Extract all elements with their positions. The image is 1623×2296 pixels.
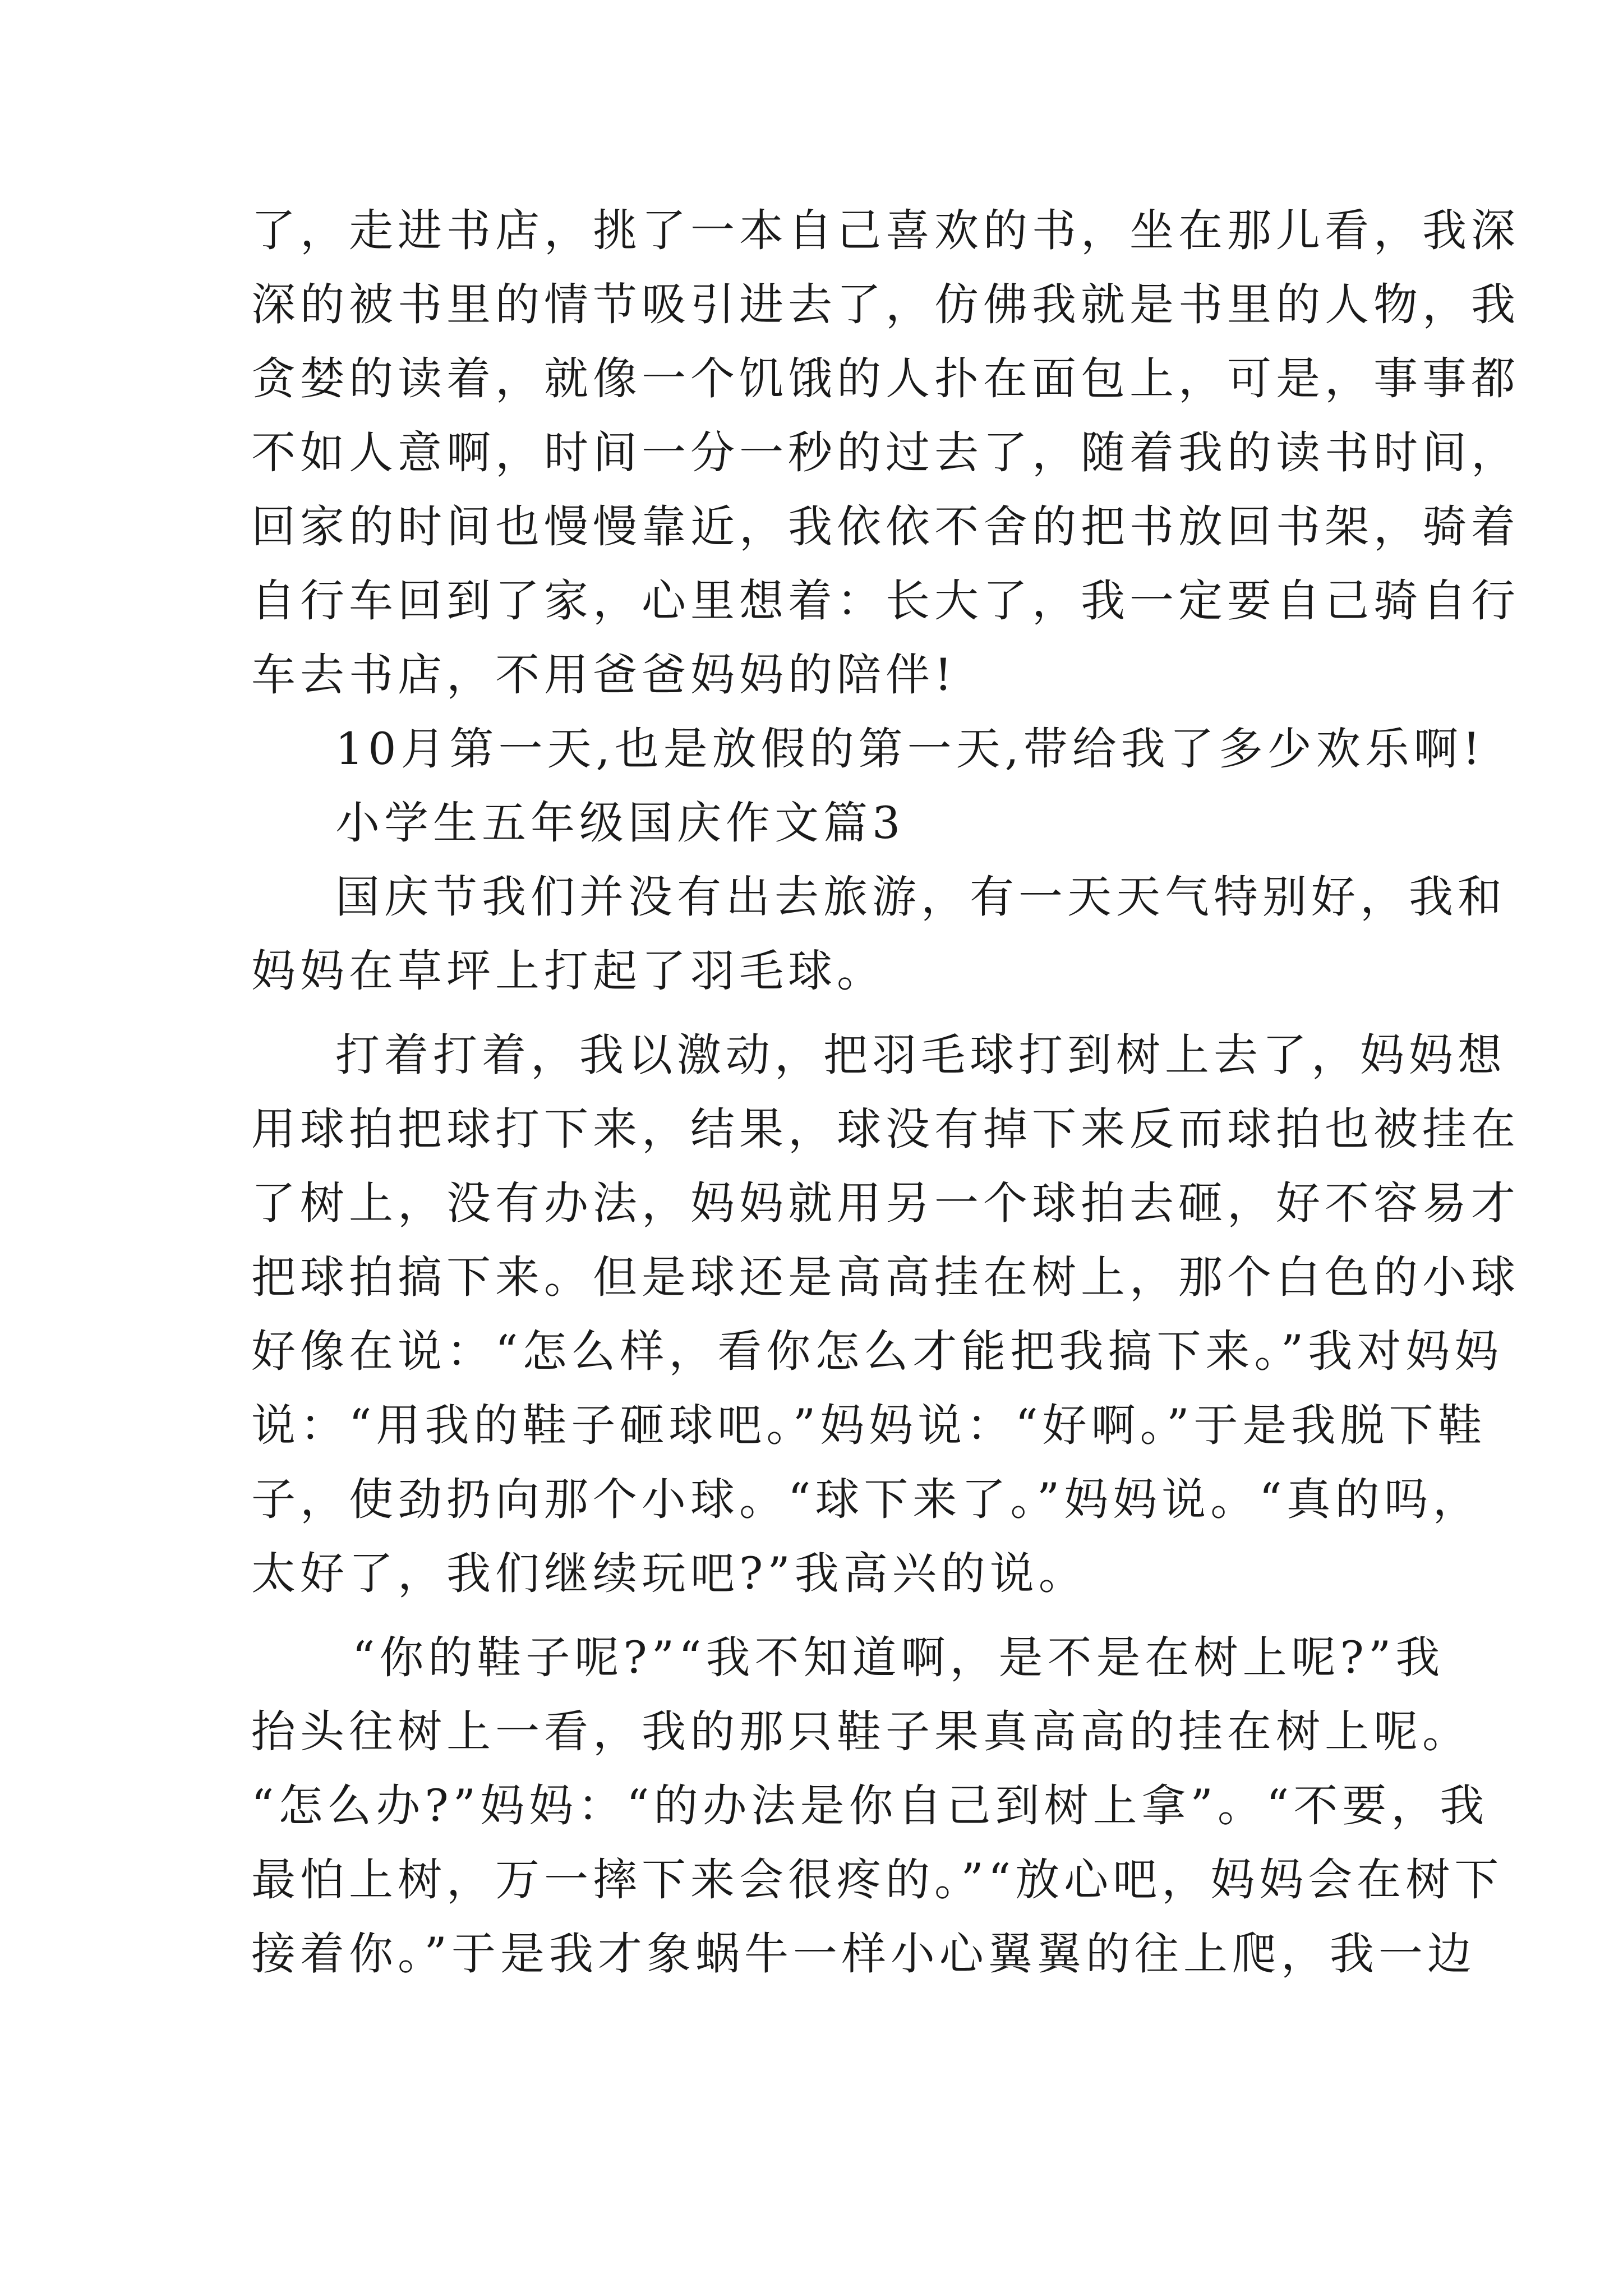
text-line: “怎么办?”妈妈：“的办法是你自己到树上拿”。“不要，我 <box>251 1780 1489 1832</box>
paragraph-first-line: 10月第一天,也是放假的第一天,带给我了多少欢乐啊! <box>335 723 1485 775</box>
text-line: 用球拍把球打下来，结果，球没有掉下来反而球拍也被挂在 <box>251 1103 1520 1155</box>
paragraph-first-line: 打着打着，我以激动，把羽毛球打到树上去了，妈妈想 <box>335 1029 1506 1081</box>
text-line: 自行车回到了家，心里想着：长大了，我一定要自己骑自行 <box>251 575 1520 627</box>
text-line: 了，走进书店，挑了一本自己喜欢的书，坐在那儿看，我深 <box>251 205 1520 256</box>
paragraph-first-line: 国庆节我们并没有出去旅游，有一天天气特别好，我和 <box>335 871 1506 923</box>
text-line: 接着你。”于是我才象蜗牛一样小心翼翼的往上爬，我一边 <box>251 1928 1476 1980</box>
text-line: 车去书店，不用爸爸妈妈的陪伴! <box>251 649 957 701</box>
text-line: 最怕上树，万一摔下来会很疼的。”“放心吧，妈妈会在树下 <box>251 1854 1504 1906</box>
text-line: 贪婪的读着，就像一个饥饿的人扑在面包上，可是，事事都 <box>251 353 1520 404</box>
text-line: 子，使劲扔向那个小球。“球下来了。”妈妈说。“真的吗， <box>251 1474 1482 1525</box>
section-heading: 小学生五年级国庆作文篇3 <box>335 797 905 849</box>
text-line: 妈妈在草坪上打起了羽毛球。 <box>251 945 886 997</box>
text-line: 说：“用我的鞋子砸球吧。”妈妈说：“好啊。”于是我脱下鞋 <box>251 1400 1487 1451</box>
text-line: 好像在说：“怎么样，看你怎么才能把我搞下来。”我对妈妈 <box>251 1326 1504 1377</box>
text-line: 了树上，没有办法，妈妈就用另一个球拍去砸，好不容易才 <box>251 1177 1520 1229</box>
text-line: 太好了，我们继续玩吧?”我高兴的说。 <box>251 1548 1087 1599</box>
text-line: 不如人意啊，时间一分一秒的过去了，随着我的读书时间， <box>251 427 1520 478</box>
text-line: 深的被书里的情节吸引进去了，仿佛我就是书里的人物，我 <box>251 279 1520 330</box>
text-line: 把球拍搞下来。但是球还是高高挂在树上，那个白色的小球 <box>251 1251 1520 1303</box>
article-body <box>251 194 1520 1991</box>
text-line: 回家的时间也慢慢靠近，我依依不舍的把书放回书架，骑着 <box>251 501 1520 553</box>
text-line: 抬头往树上一看，我的那只鞋子果真高高的挂在树上呢。 <box>251 1706 1471 1757</box>
paragraph-first-line: “你的鞋子呢?”“我不知道啊，是不是在树上呢?”我 <box>352 1632 1445 1683</box>
